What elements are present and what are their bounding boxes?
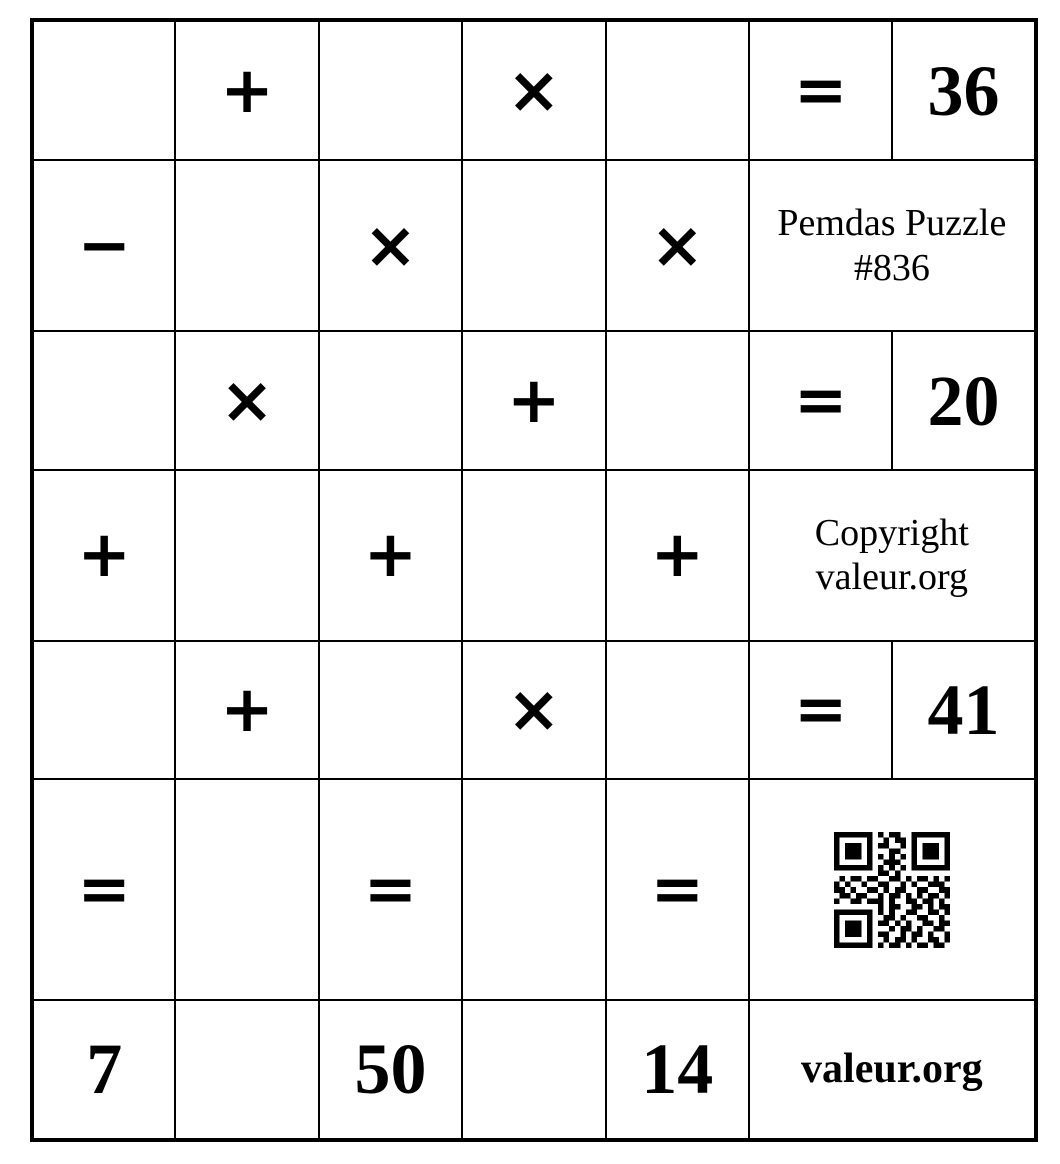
puzzle-title-line: #836 xyxy=(853,246,930,289)
qr-code-image xyxy=(834,832,950,948)
puzzle-title-line: Pemdas Puzzle xyxy=(777,201,1007,244)
filler-cell xyxy=(175,470,318,641)
operator-times: × xyxy=(606,160,749,331)
answer-cell-empty[interactable] xyxy=(32,20,175,160)
operator-equals: = xyxy=(32,779,175,1000)
operator-plus: + xyxy=(175,641,318,779)
operator-times: × xyxy=(462,20,605,160)
answer-cell-empty[interactable] xyxy=(32,641,175,779)
answer-cell-empty[interactable] xyxy=(32,331,175,469)
answer-cell-empty[interactable] xyxy=(319,20,462,160)
copyright-notice-line: valeur.org xyxy=(815,556,968,599)
filler-cell xyxy=(462,779,605,1000)
grid-row xyxy=(32,331,1036,469)
value-cell: 20 xyxy=(892,331,1035,469)
value-cell: 50 xyxy=(319,1000,462,1140)
grid-row xyxy=(32,160,1036,331)
value-cell: 41 xyxy=(892,641,1035,779)
operator-equals: = xyxy=(319,779,462,1000)
operator-plus: + xyxy=(319,470,462,641)
copyright-notice xyxy=(749,470,1036,641)
operator-plus: + xyxy=(32,470,175,641)
site-footer-line: valeur.org xyxy=(801,1045,983,1092)
answer-cell-empty[interactable] xyxy=(606,20,749,160)
site-footer xyxy=(749,1000,1036,1140)
answer-cell-empty[interactable] xyxy=(606,331,749,469)
value-cell: 14 xyxy=(606,1000,749,1140)
filler-cell xyxy=(175,160,318,331)
puzzle-title xyxy=(749,160,1036,331)
copyright-notice-line: Copyright xyxy=(814,511,969,554)
grid-row xyxy=(32,1000,1036,1140)
operator-equals: = xyxy=(749,331,892,469)
operator-equals: = xyxy=(749,20,892,160)
operator-plus: + xyxy=(175,20,318,160)
grid-row xyxy=(32,20,1036,160)
operator-equals: = xyxy=(606,779,749,1000)
filler-cell xyxy=(462,470,605,641)
value-cell: 36 xyxy=(892,20,1035,160)
filler-cell xyxy=(462,160,605,331)
operator-minus: − xyxy=(32,160,175,331)
answer-cell-empty[interactable] xyxy=(606,641,749,779)
operator-plus: + xyxy=(462,331,605,469)
operator-times: × xyxy=(319,160,462,331)
operator-times: × xyxy=(175,331,318,469)
answer-cell-empty[interactable] xyxy=(319,641,462,779)
value-cell: 7 xyxy=(32,1000,175,1140)
filler-cell xyxy=(462,1000,605,1140)
qr-code xyxy=(749,779,1036,1000)
operator-times: × xyxy=(462,641,605,779)
operator-plus: + xyxy=(606,470,749,641)
filler-cell xyxy=(175,779,318,1000)
pemdas-puzzle-grid xyxy=(30,18,1038,1142)
puzzle-page xyxy=(30,18,1038,1142)
operator-equals: = xyxy=(749,641,892,779)
answer-cell-empty[interactable] xyxy=(319,331,462,469)
grid-row xyxy=(32,641,1036,779)
filler-cell xyxy=(175,1000,318,1140)
grid-row xyxy=(32,779,1036,1000)
grid-row xyxy=(32,470,1036,641)
